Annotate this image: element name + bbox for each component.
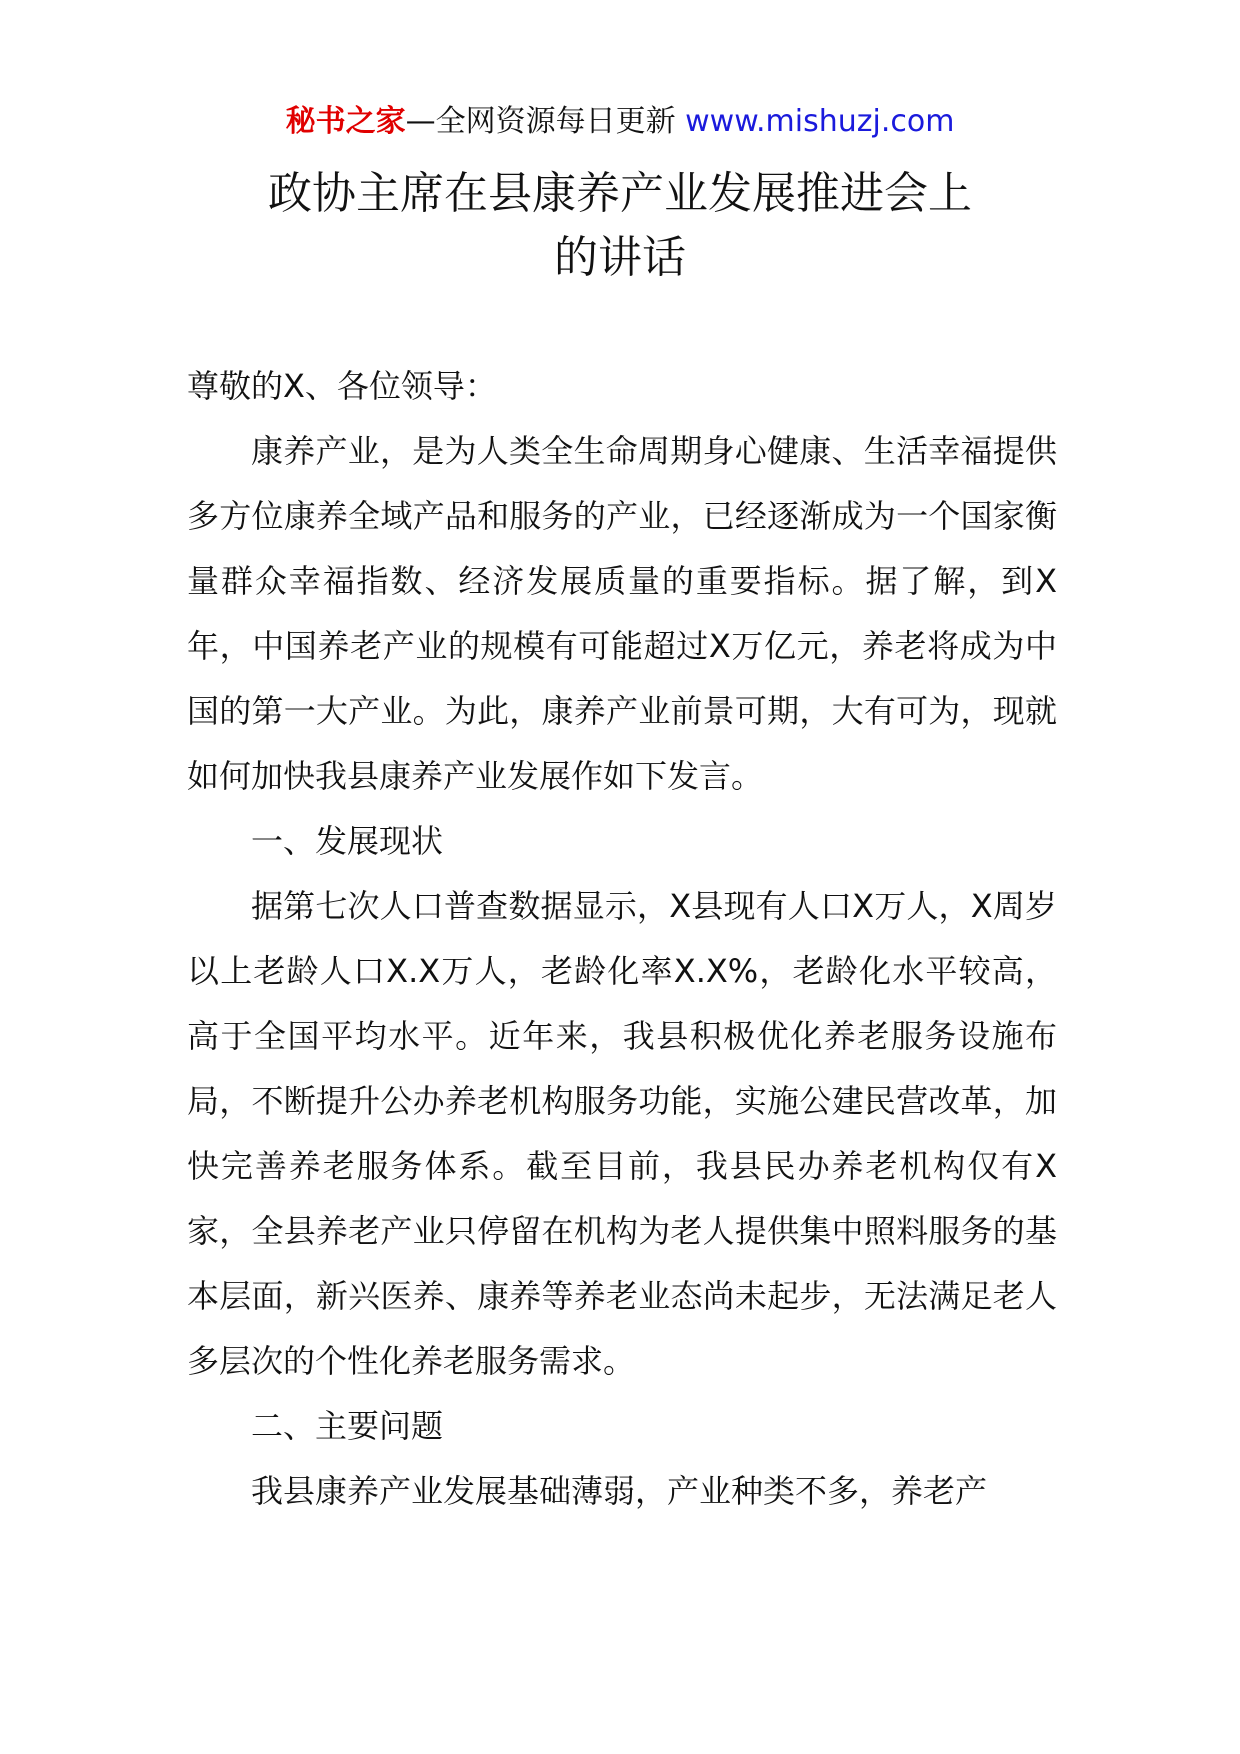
document-title-line-2: 的讲话 (554, 232, 686, 283)
document-title (0, 162, 1240, 290)
site-url-link[interactable]: www.mishuzj.com (685, 104, 955, 139)
salutation: 尊敬的X、各位领导： (187, 367, 497, 405)
paragraph-intro: 康养产业，是为人类全生命周期身心健康、生活幸福提供多方位康养全域产品和服务的产业，已经逐渐成为一个国家衡量群众幸福指数、经济发展质量的重要指标。据了解，到X年，中国养老产业的规模有可能超过X万亿元，养老将成为中国的第一大产业。为此，康养产业前景可期，大有可为，现就如何加快我县康养产业发展作如下发言。 (187, 432, 1057, 795)
paragraph-current-status: 据第七次人口普查数据显示，X县现有人口X万人，X周岁以上老龄人口X.X万人，老龄化率X.X%，老龄化水平较高，高于全国平均水平。近年来，我县积极优化养老服务设施布局，不断提升公办养老机构服务功能，实施公建民营改革，加快完善养老服务体系。截至目前，我县民办养老机构仅有X家，全县养老产业只停留在机构为老人提供集中照料服务的基本层面，新兴医养、康养等养老业态尚未起步，无法满足老人多层次的个性化养老服务需求。 (187, 887, 1057, 1380)
section-heading-2: 二、主要问题 (251, 1407, 444, 1445)
site-brand: 秘书之家 (285, 104, 406, 139)
section-heading-1: 一、发展现状 (251, 822, 444, 860)
document-title-line-1: 政协主席在县康养产业发展推进会上 (268, 168, 972, 219)
paragraph-main-problems: 我县康养产业发展基础薄弱，产业种类不多，养老产 (251, 1472, 988, 1510)
site-tagline: —全网资源每日更新 (405, 104, 676, 139)
site-header (0, 100, 1240, 144)
document-body (187, 354, 1057, 1524)
